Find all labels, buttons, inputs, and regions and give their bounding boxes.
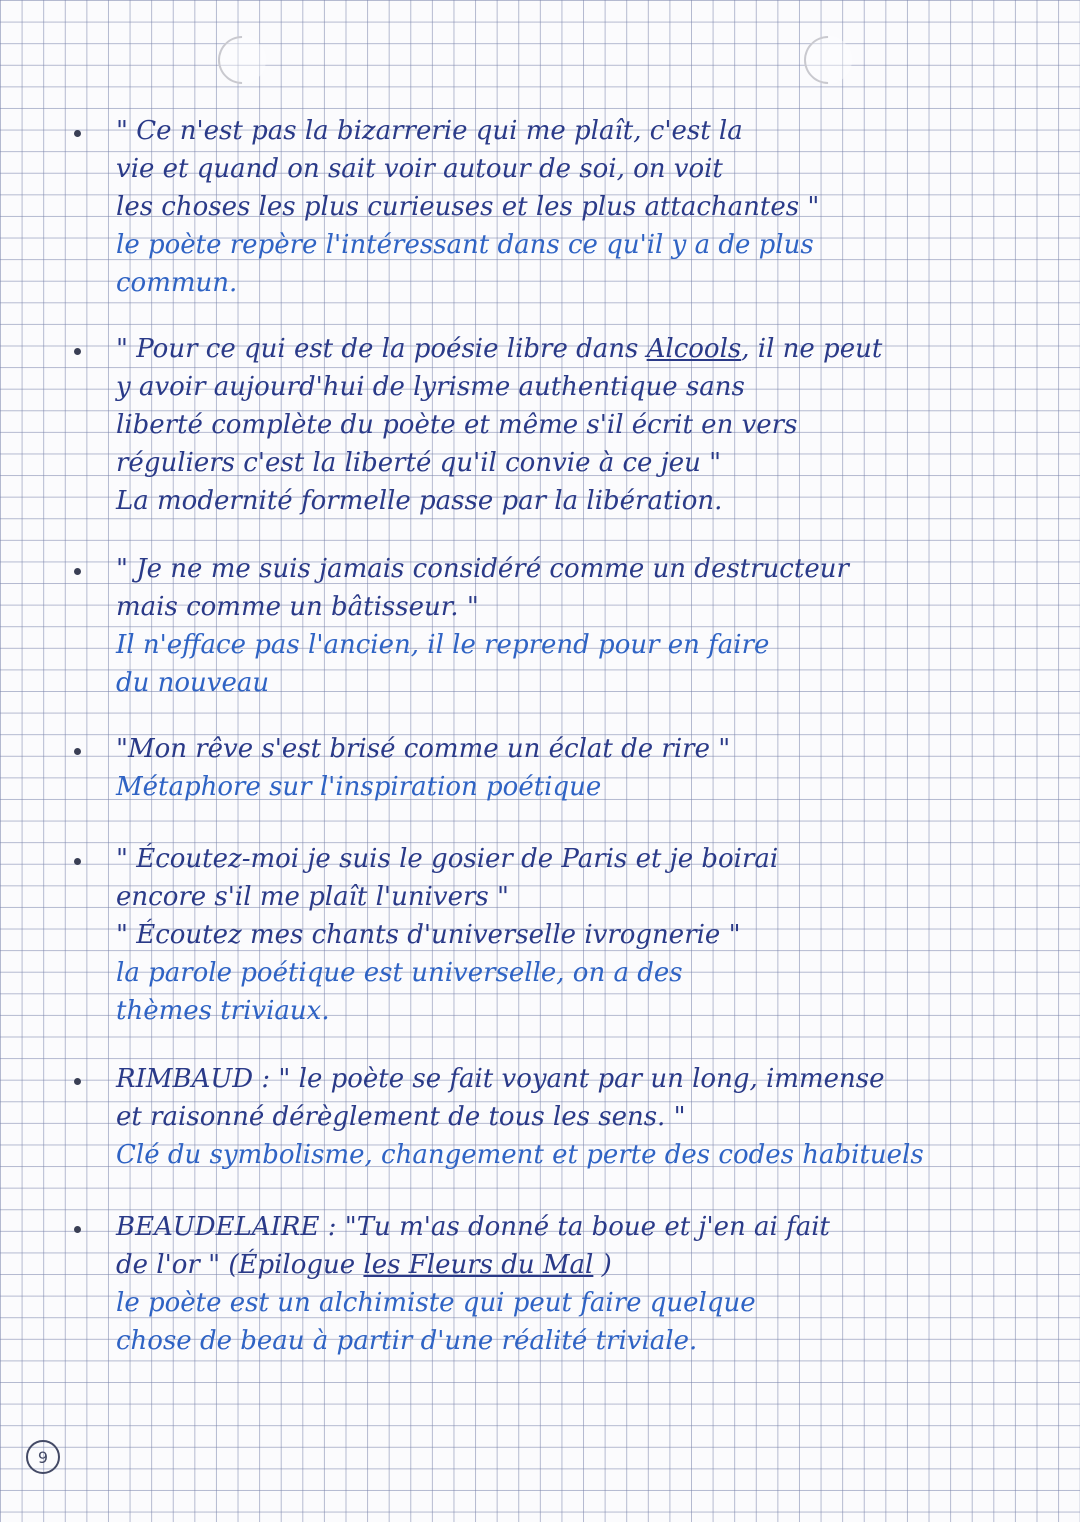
bullet-point (74, 1078, 81, 1085)
quote-line: " Je ne me suis jamais considéré comme un destructeur (116, 554, 849, 584)
note-baudelaire (116, 1208, 1066, 1360)
punch-hole-right (794, 26, 862, 94)
quote-line: encore s'il me plaît l'univers " (116, 882, 509, 912)
note-batisseur (116, 550, 1066, 702)
bullet-point (74, 1226, 81, 1233)
quote-line: " Écoutez-moi je suis le gosier de Paris et je boirai (116, 844, 779, 874)
bullet-point (74, 348, 81, 355)
book-title: les Fleurs du Mal (363, 1250, 594, 1280)
quote-line: liberté complète du poète et même s'il écrit en vers (116, 410, 798, 440)
quote-line: " Ce n'est pas la bizarrerie qui me plaît, c'est la (116, 116, 743, 146)
quote-text: ) (593, 1250, 612, 1280)
comment-line: le poète repère l'intéressant dans ce qu'il y a de plus (116, 230, 814, 260)
comment-line: Clé du symbolisme, changement et perte des codes habituels (116, 1140, 924, 1170)
comment-line: Il n'efface pas l'ancien, il le reprend pour en faire (116, 630, 770, 660)
quote-line: les choses les plus curieuses et les plus attachantes " (116, 192, 820, 222)
quote-line: et raisonné dérèglement de tous les sens. " (116, 1102, 686, 1132)
quote-line: y avoir aujourd'hui de lyrisme authentique sans (116, 372, 745, 402)
punch-hole-left (208, 26, 276, 94)
quote-line (116, 1246, 1066, 1284)
page-number: 9 (26, 1440, 60, 1474)
comment-line: thèmes triviaux. (116, 996, 330, 1026)
note-gosier-de-paris (116, 840, 1066, 1030)
comment-line: du nouveau (116, 668, 270, 698)
book-title: Alcools (646, 334, 742, 364)
comment-line: le poète est un alchimiste qui peut faire quelque (116, 1288, 756, 1318)
comment-line: la parole poétique est universelle, on a des (116, 958, 683, 988)
quote-line: RIMBAUD : " le poète se fait voyant par un long, immense (116, 1064, 885, 1094)
quote-line: "Mon rêve s'est brisé comme un éclat de rire " (116, 734, 731, 764)
quote-line: " Écoutez mes chants d'universelle ivrognerie " (116, 920, 741, 950)
note-mon-reve (116, 730, 1066, 806)
comment-line: La modernité formelle passe par la libération. (116, 486, 723, 516)
quote-line (116, 330, 1066, 368)
quote-line: vie et quand on sait voir autour de soi, on voit (116, 154, 723, 184)
comment-line: Métaphore sur l'inspiration poétique (116, 772, 602, 802)
quote-line: mais comme un bâtisseur. " (116, 592, 479, 622)
note-rimbaud (116, 1060, 1066, 1174)
bullet-point (74, 748, 81, 755)
quote-text: de l'or " (Épilogue (116, 1250, 364, 1280)
bullet-point (74, 130, 81, 137)
comment-line: commun. (116, 268, 238, 298)
quote-text: " Pour ce qui est de la poésie libre dans (116, 334, 647, 364)
bullet-point (74, 568, 81, 575)
bullet-point (74, 858, 81, 865)
comment-line: chose de beau à partir d'une réalité triviale. (116, 1326, 698, 1356)
note-poesie-libre (116, 330, 1066, 520)
quote-line: réguliers c'est la liberté qu'il convie à ce jeu " (116, 448, 722, 478)
quote-text: , il ne peut (741, 334, 883, 364)
note-apollinaire-bizarrerie (116, 112, 1066, 302)
quote-line: BEAUDELAIRE : "Tu m'as donné ta boue et j'en ai fait (116, 1212, 830, 1242)
